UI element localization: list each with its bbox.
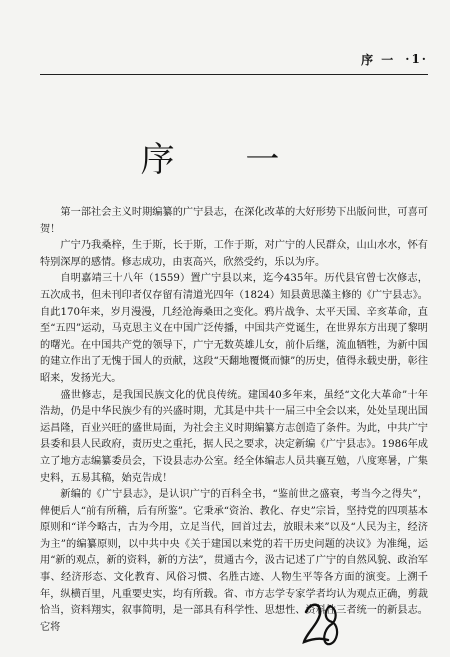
paragraph-4: 盛世修志，是我国民族文化的优良传统。建国40多年来，虽经“文化大革命”十年浩劫，仍是中华民族少有的兴盛时期，尤其是中共十一届三中全会以来，处处呈现出国运昌隆，百业兴旺的盛世局面，为社会主义时期编纂方志创造了条件。为此，中共广宁县委和县人民政府，责历史之重托，据人民之要求，决定新编《广宁县志》。1986年成立了地方志编纂委员会，下设县志办公室。经全体编志人员共襄互勉，八度寒暑，广集史料，五易其稿，始克告成！ <box>40 389 428 484</box>
paragraph-5: 新编的《广宁县志》，是认识广宁的百科全书，“鉴前世之盛衰，考当今之得失”，俾便后人“前有所稽，后有所鉴”。它秉承“资治、教化、存史”宗旨，坚持党的四项基本原则和“详今略古，古为今用，立足当代，回首过去，放眼未来”以及“人民为主，经济为主”的编纂原则，以中共中央《关于建国以来党的若干历史问题的决议》为准绳，运用“新的观点，新的资料，新的方法”，贯通古今，汲古记述了广宁的自然风貌、政治军事、经济形态、文化教育、风俗习惯、名胜古迹、人物生平等各方面的演变。上溯千年，纵横百里，凡重要史实，均有所载。省、市方志学专家学者均认为观点正确，剪裁恰当，资料翔实，叙事简明，是一部具有科学性、思想性、资料性三者统一的新县志。它将 <box>40 489 428 633</box>
handwritten-mark <box>300 598 340 652</box>
header-page-number: ·1· <box>405 52 428 66</box>
body-text <box>40 205 428 636</box>
page-title: 序 一 <box>140 140 310 180</box>
header-title: 序 一 <box>361 52 396 67</box>
paragraph-3: 自明嘉靖三十八年（1559）置广宁县以来，迄今435年。历代县官曾七次修志，五次成书，但未刊印者仅存留有清道光四年（1824）知县黄思藻主修的《广宁县志》。自此170年来，岁月漫漫，几经沧海桑田之变化。鸦片战争、太平天国、辛亥革命，直至“五四”运动，马克思主义在中国广泛传播，中国共产党诞生，在世界东方出现了黎明的曙光。在中国共产党的领导下，广宁无数英雄儿女，前仆后继，流血牺牲，为新中国的建立作出了无愧于国人的贡献，这段“天翻地覆慨而慷”的历史，值得永载史册，彰往昭来，发扬光大。 <box>40 273 428 384</box>
header-rule <box>40 74 428 75</box>
paragraph-2: 广宁乃我桑梓，生于斯，长于斯，工作于斯，对广宁的人民群众，山山水水，怀有特别深厚的感情。修志成功，由衷高兴，欣然受约，乐以为序。 <box>40 240 428 268</box>
running-header <box>40 48 428 70</box>
paragraph-1: 第一部社会主义时期编纂的广宁县志，在深化改革的大好形势下出版问世，可喜可贺！ <box>40 207 428 235</box>
